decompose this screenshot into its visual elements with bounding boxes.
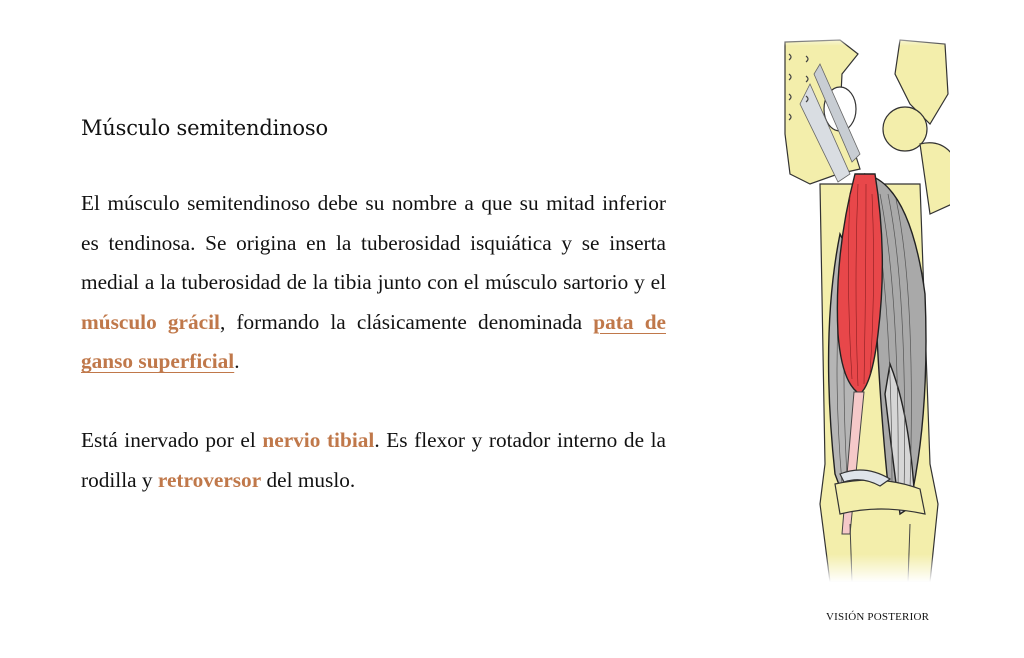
- anatomy-illustration: [780, 34, 950, 582]
- text-run: Está inervado por el: [81, 427, 263, 452]
- text-run: .: [234, 349, 240, 374]
- page-title: Músculo semitendinoso: [81, 116, 328, 140]
- link-pata-de-ganso[interactable]: pata de ganso superficial: [81, 309, 666, 374]
- text-run: El músculo semitendinoso debe su nombre a que su mitad inferior es tendinosa. Se origina en la tuberosidad isquiática y se inserta medial a la tuberosidad de la tibia junto con el músculo sartorio y el: [81, 191, 666, 295]
- article: [81, 110, 666, 500]
- fade-overlay: [780, 34, 950, 46]
- figure-caption: VISIÓN POSTERIOR: [826, 611, 930, 623]
- paragraph-innervation: [81, 421, 666, 500]
- link-nervio-tibial[interactable]: nervio tibial: [262, 427, 375, 452]
- paragraph-origin: [81, 184, 666, 382]
- text-run: , formando la clásicamente denominada: [219, 309, 594, 334]
- link-musculo-gracil[interactable]: músculo grácil: [81, 309, 220, 334]
- link-retroversor[interactable]: retroversor: [157, 467, 262, 492]
- text-run: del muslo.: [261, 467, 356, 492]
- text-run: . Es flexor y rotador interno de la rodilla y: [81, 427, 667, 492]
- fade-overlay: [780, 554, 950, 582]
